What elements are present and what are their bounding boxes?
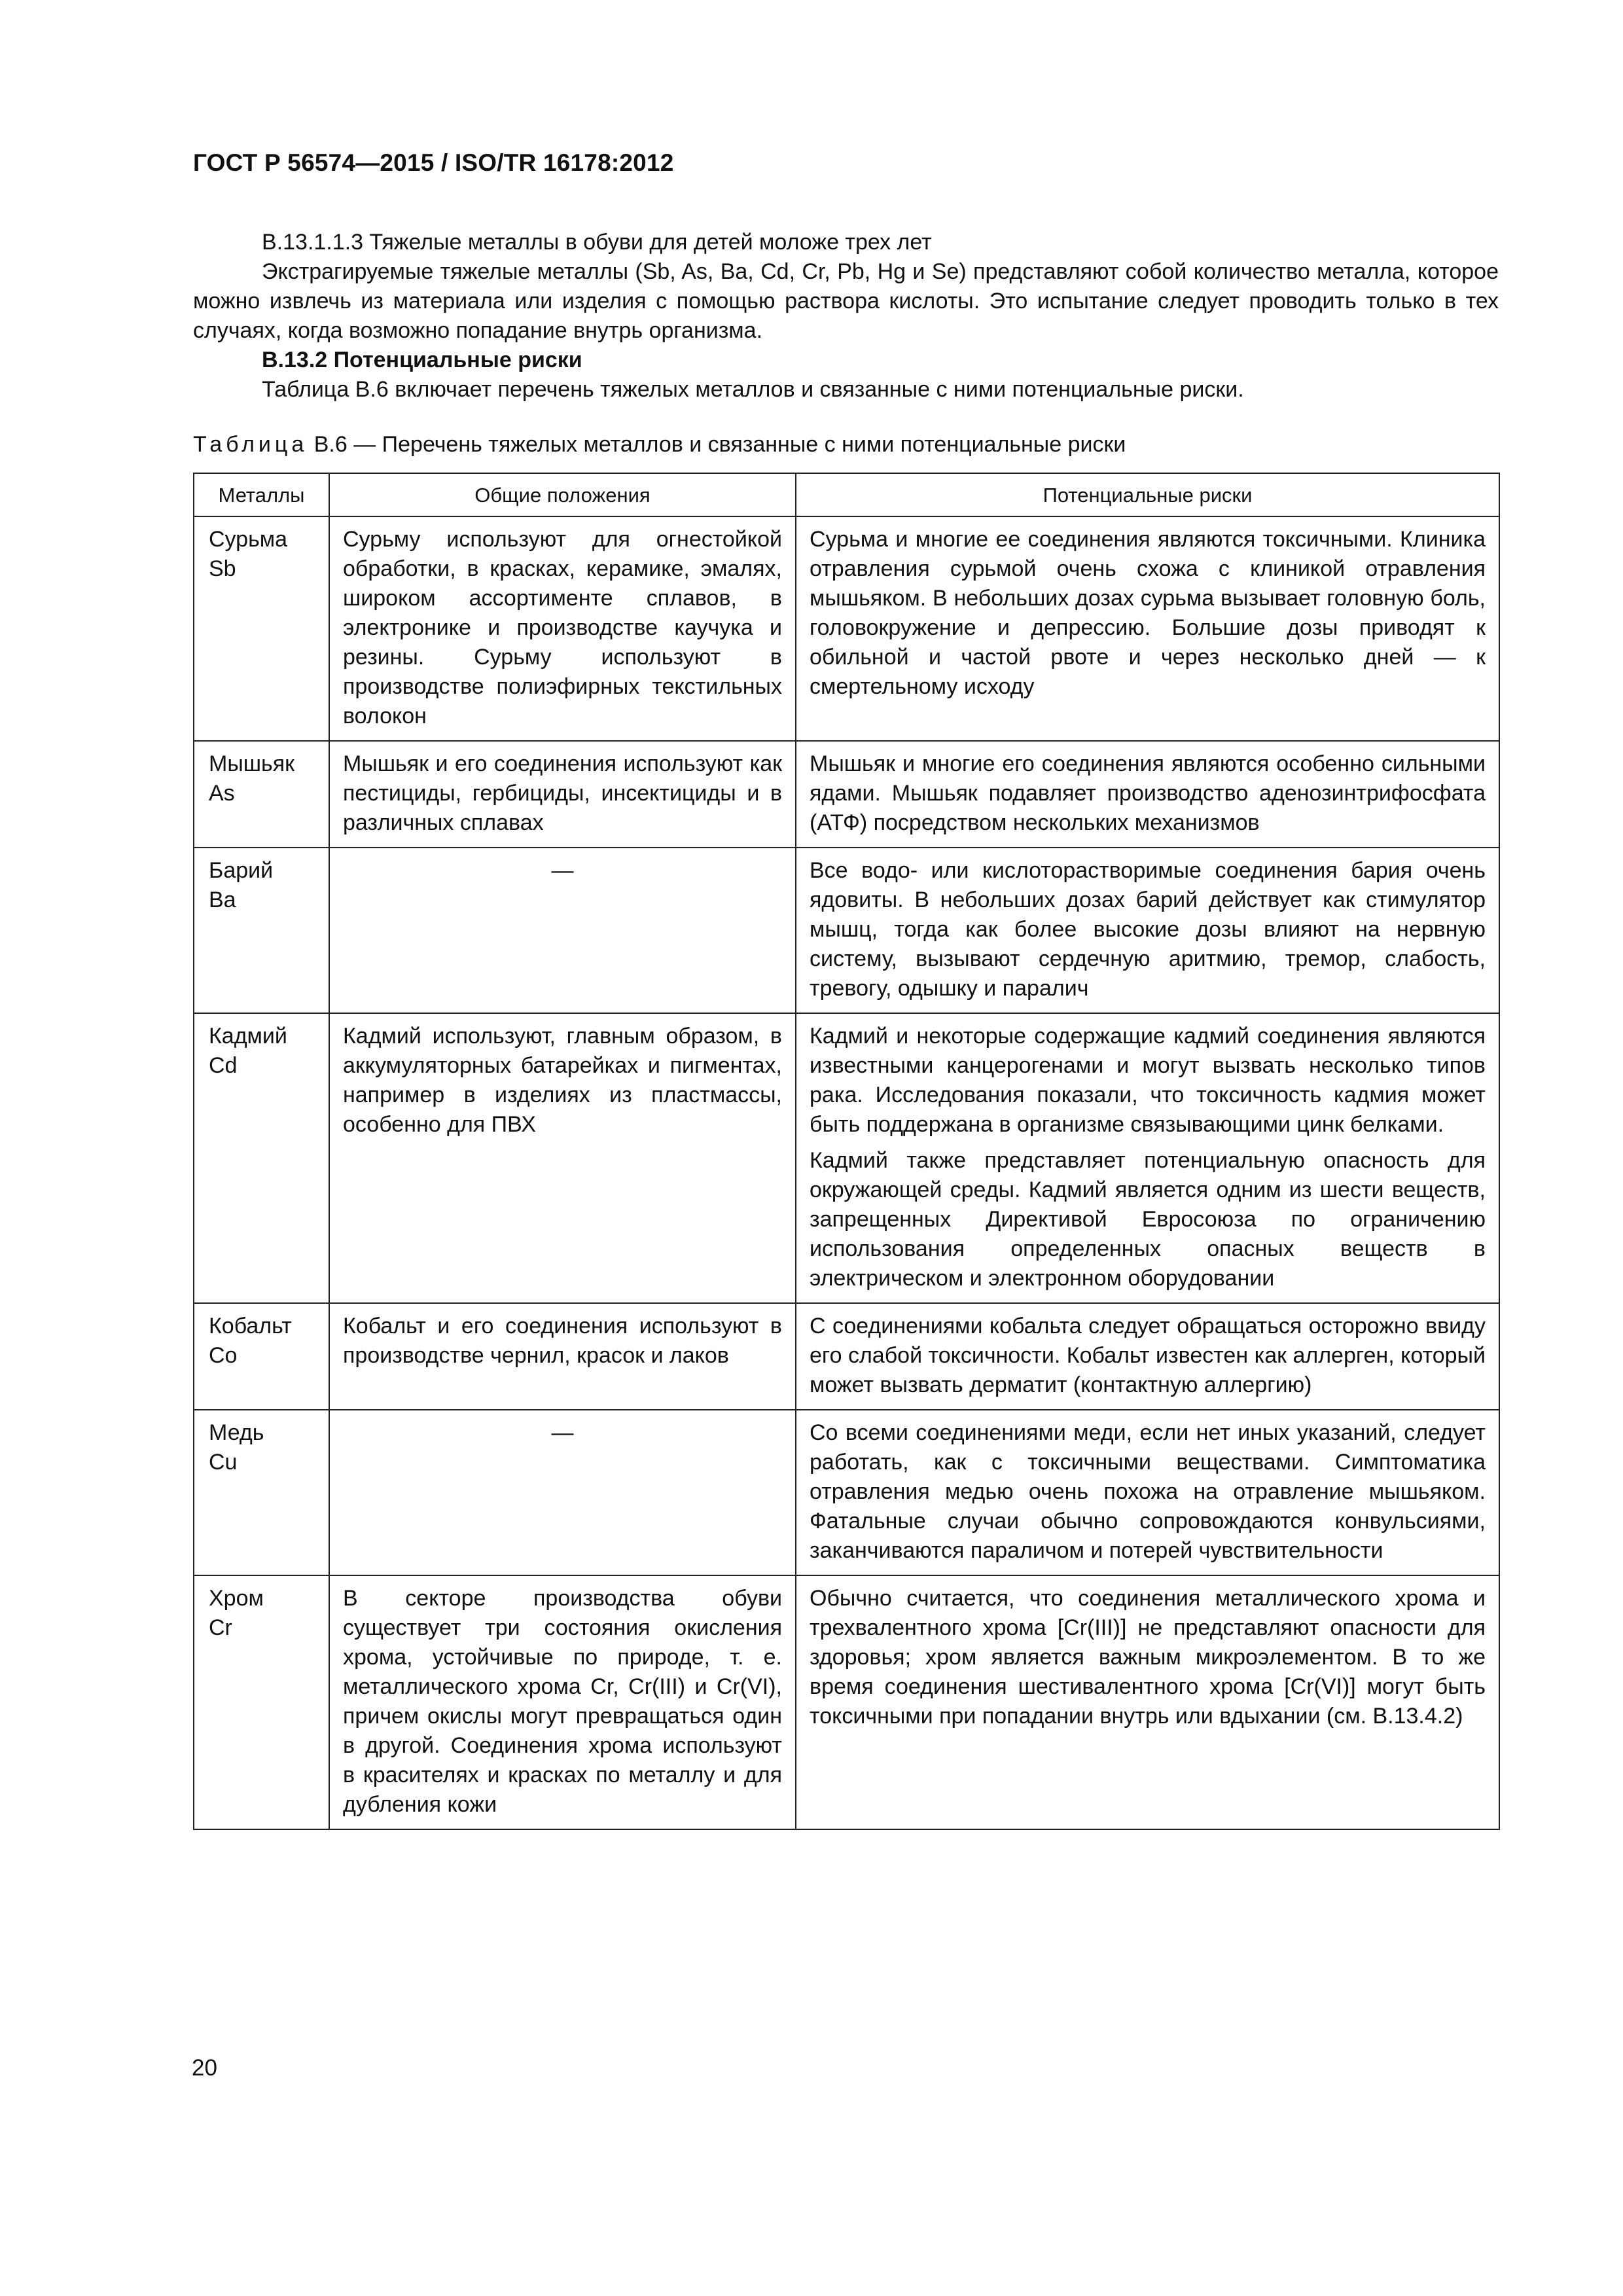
metal-symbol: Cd [209, 1053, 238, 1078]
table-caption [193, 430, 1126, 459]
metal-cell [194, 1303, 329, 1410]
header-risks: Потенциальные риски [796, 473, 1499, 516]
risk-paragraph: Сурьма и многие ее соединения являются токсичными. Клиника отравления сурьмой очень схожа с клиникой отравления мышьяком. В небольших дозах сурьма вызывает головную боль, головокружение и депрессию. Большие дозы приводят к обильной и частой рвоте и через несколько дней — к смертельному исходу [810, 527, 1486, 699]
metal-name: Мышьяк [209, 751, 295, 776]
risk-paragraph: Мышьяк и многие его соединения являются особенно сильными ядами. Мышьяк подавляет производство аденозинтрифосфата (АТФ) посредством нескольких механизмов [810, 751, 1486, 835]
table-row [194, 848, 1499, 1013]
risk-paragraph: Кадмий также представляет потенциальную опасность для окружающей среды. Кадмий является одним из шести веществ, запрещенных Директивой Евросоюза по ограничению использования определенных опасных веществ в электрическом и электронном оборудовании [810, 1148, 1486, 1291]
section-heading-b13113: В.13.1.1.3 Тяжелые металлы в обуви для детей моложе трех лет [262, 230, 932, 255]
table-caption-text: В.6 — Перечень тяжелых металлов и связанные с ними потенциальные риски [308, 432, 1126, 457]
metal-symbol: Ba [209, 888, 236, 912]
metal-name: Медь [209, 1420, 264, 1445]
metal-symbol: As [209, 781, 235, 806]
table-row [194, 516, 1499, 741]
general-cell: В секторе производства обуви существует три состояния окисления хрома, устойчивые по природе, т. е. металлического хрома Cr, Cr(III) и Cr(VI), причем окислы могут превращаться один в другой. Соединения хрома используют в красителях и красках по металлу и для дубления кожи [329, 1575, 796, 1829]
metal-cell [194, 516, 329, 741]
risks-cell [796, 1013, 1499, 1303]
risks-cell [796, 516, 1499, 741]
general-cell: Кобальт и его соединения используют в производстве чернил, красок и лаков [329, 1303, 796, 1410]
metal-symbol: Co [209, 1343, 238, 1368]
general-cell: — [329, 848, 796, 1013]
metal-name: Сурьма [209, 527, 288, 552]
general-cell: Сурьму используют для огнестойкой обработки, в красках, керамике, эмалях, широком ассортименте сплавов, в электронике и производстве каучука и резины. Сурьму используют в производстве полиэфирных текстильных волокон [329, 516, 796, 741]
metal-name: Кобальт [209, 1314, 292, 1338]
document-header: ГОСТ Р 56574—2015 / ISO/TR 16178:2012 [193, 149, 674, 176]
table-caption-label: Таблица [193, 432, 308, 457]
intro-section [193, 228, 1499, 404]
header-general: Общие положения [329, 473, 796, 516]
table-row [194, 1013, 1499, 1303]
table-row [194, 1410, 1499, 1575]
metal-cell [194, 1410, 329, 1575]
table-row [194, 1303, 1499, 1410]
page-number: 20 [192, 2055, 217, 2081]
general-cell: Мышьяк и его соединения используют как пестициды, гербициды, инсектициды и в различных сплавах [329, 741, 796, 848]
risk-paragraph: С соединениями кобальта следует обращаться осторожно ввиду его слабой токсичности. Кобальт известен как аллерген, который может вызвать дерматит (контактную аллергию) [810, 1314, 1486, 1397]
metal-name: Кадмий [209, 1024, 287, 1049]
metal-cell [194, 1013, 329, 1303]
table-row [194, 741, 1499, 848]
risks-cell [796, 1303, 1499, 1410]
metal-cell [194, 741, 329, 848]
intro-paragraph: Экстрагируемые тяжелые металлы (Sb, As, Ba, Cd, Cr, Pb, Hg и Se) представляют собой количество металла, которое можно извлечь из материала или изделия с помощью раствора кислоты. Это испытание следует проводить только в тех случаях, когда возможно попадание внутрь организма. [193, 259, 1499, 343]
metal-name: Хром [209, 1586, 264, 1611]
metal-symbol: Cu [209, 1450, 238, 1475]
metal-cell [194, 848, 329, 1013]
metal-symbol: Sb [209, 556, 236, 581]
risk-paragraph: Кадмий и некоторые содержащие кадмий соединения являются известными канцерогенами и могут вызвать несколько типов рака. Исследования показали, что токсичность кадмия может быть поддержана в организме связывающими цинк белками. [810, 1024, 1486, 1137]
table-reference-paragraph: Таблица В.6 включает перечень тяжелых металлов и связанные с ними потенциальные риски. [262, 377, 1244, 402]
risks-cell [796, 741, 1499, 848]
risk-paragraph: Обычно считается, что соединения металлического хрома и трехвалентного хрома [Cr(III)] не представляют опасности для здоровья; хром является важным микроэлементом. В то же время соединения шестивалентного хрома [Cr(VI)] могут быть токсичными при попадании внутрь или вдыхании (см. В.13.4.2) [810, 1586, 1486, 1729]
header-metals: Металлы [194, 473, 329, 516]
general-cell: Кадмий используют, главным образом, в аккумуляторных батарейках и пигментах, например в изделиях из пластмассы, особенно для ПВХ [329, 1013, 796, 1303]
general-cell: — [329, 1410, 796, 1575]
risks-cell [796, 1575, 1499, 1829]
risks-cell [796, 848, 1499, 1013]
metal-symbol: Cr [209, 1615, 232, 1640]
metal-name: Барий [209, 858, 274, 883]
risk-paragraph: Все водо- или кислоторастворимые соединения бария очень ядовиты. В небольших дозах барий действует как стимулятор мышц, тогда как более высокие дозы влияют на нервную систему, вызывают сердечную аритмию, тремор, слабость, тревогу, одышку и паралич [810, 858, 1486, 1001]
table-header-row [194, 473, 1499, 516]
metal-cell [194, 1575, 329, 1829]
risks-cell [796, 1410, 1499, 1575]
heavy-metals-risk-table [193, 473, 1500, 1830]
table-row [194, 1575, 1499, 1829]
risk-paragraph: Со всеми соединениями меди, если нет иных указаний, следует работать, как с токсичными веществами. Симптоматика отравления медью очень похожа на отравление мышьяком. Фатальные случаи обычно сопровождаются конвульсиями, заканчиваются параличом и потерей чувствительности [810, 1420, 1486, 1563]
section-heading-b132: В.13.2 Потенциальные риски [262, 348, 582, 372]
